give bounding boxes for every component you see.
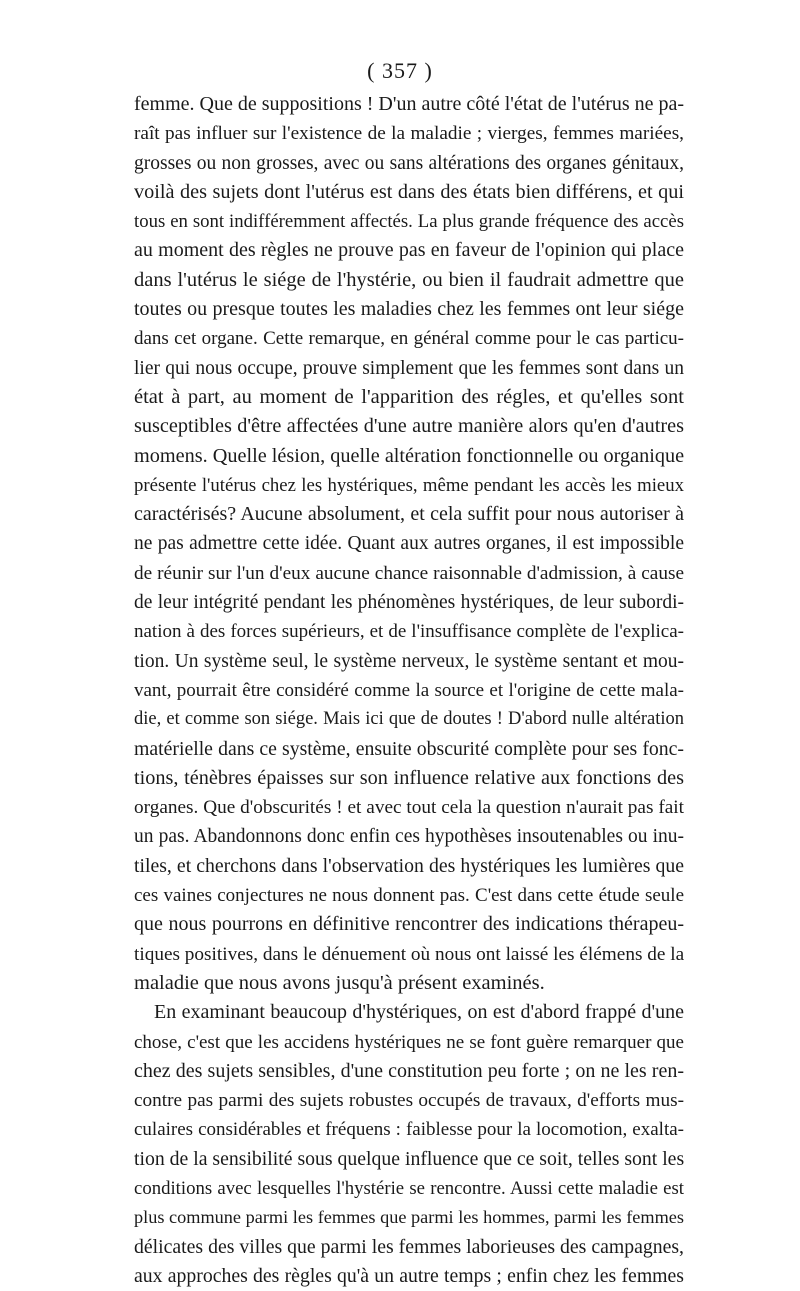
text-line: délicates des villes que parmi les femmes laborieuses des campagnes, <box>134 1235 684 1258</box>
text-line: chose, c'est que les accidens hystériques ne se font guère remarquer que <box>134 1031 684 1053</box>
text-line: raît pas influer sur l'existence de la maladie ; vierges, femmes mariées, <box>134 123 684 145</box>
text-line: conditions avec lesquelles l'hystérie se rencontre. Aussi cette maladie est <box>134 1177 684 1199</box>
text-line: tous en sont indifféremment affectés. La plus grande fréquence des accès <box>134 211 684 233</box>
text-line: die, et comme son siége. Mais ici que de doutes ! D'abord nulle altération <box>134 709 684 730</box>
text-line: un pas. Abandonnons donc enfin ces hypothèses insoutenables ou inu- <box>134 826 684 848</box>
text-line: momens. Quelle lésion, quelle altération fonctionnelle ou organique <box>134 444 685 467</box>
text-line: tiques positives, dans le dénuement où nous ont laissé les élémens de la <box>134 943 685 965</box>
body-text <box>134 90 684 1291</box>
text-line: toutes ou presque toutes les maladies chez les femmes ont leur siége <box>134 298 684 321</box>
text-line: tions, ténèbres épaisses sur son influence relative aux fonctions des <box>134 766 684 789</box>
paragraph-end-line: maladie que nous avons jusqu'à présent examinés. <box>134 971 545 994</box>
text-line: aux approches des règles qu'à un autre temps ; enfin chez les femmes <box>134 1264 684 1287</box>
text-line: dans l'utérus le siége de l'hystérie, ou bien il faudrait admettre que <box>134 268 684 291</box>
text-line: caractérisés? Aucune absolument, et cela suffit pour nous autoriser à <box>134 503 684 526</box>
text-line: nation à des forces supérieurs, et de l'insuffisance complète de l'explica- <box>134 621 684 643</box>
paragraph-start-line: En examinant beaucoup d'hystériques, on est d'abord frappé d'une <box>154 1001 684 1024</box>
text-line: tion. Un système seul, le système nerveux, le système sentant et mou- <box>134 650 684 672</box>
text-line: plus commune parmi les femmes que parmi les hommes, parmi les femmes <box>134 1207 684 1228</box>
text-line: lier qui nous occupe, prouve simplement que les femmes sont dans un <box>134 357 684 379</box>
page-number: ( 357 ) <box>367 58 433 83</box>
text-line: contre pas parmi des sujets robustes occupés de travaux, d'efforts mus- <box>134 1090 684 1112</box>
text-line: matérielle dans ce système, ensuite obscurité complète pour ses fonc- <box>134 737 684 760</box>
text-line: que nous pourrons en définitive rencontrer des indications thérapeu- <box>134 913 684 936</box>
text-line: présente l'utérus chez les hystériques, même pendant les accès les mieux <box>134 474 684 496</box>
text-line: vant, pourrait être considéré comme la source et l'origine de cette mala- <box>134 679 684 701</box>
text-line: chez des sujets sensibles, d'une constitution peu forte ; on ne les ren- <box>134 1059 684 1082</box>
text-line: culaires considérables et fréquens : faiblesse pour la locomotion, exalta- <box>134 1119 684 1141</box>
text-line: état à part, au moment de l'apparition des régles, et qu'elles sont <box>134 385 684 408</box>
text-line: ne pas admettre cette idée. Quant aux autres organes, il est impossible <box>134 533 684 555</box>
text-line: organes. Que d'obscurités ! et avec tout cela la question n'aurait pas fait <box>134 797 684 819</box>
text-line: tiles, et cherchons dans l'observation des hystériques les lumières que <box>134 854 684 877</box>
text-line: au moment des règles ne prouve pas en faveur de l'opinion qui place <box>134 239 684 262</box>
text-line: de leur intégrité pendant les phénomènes hystériques, de leur subordi- <box>134 592 684 614</box>
text-line: ces vaines conjectures ne nous donnent pas. C'est dans cette étude seule <box>134 885 684 907</box>
text-line: femme. Que de suppositions ! D'un autre côté l'état de l'utérus ne pa- <box>134 93 685 115</box>
text-line: dans cet organe. Cette remarque, en général comme pour le cas particu- <box>134 328 684 350</box>
text-line: voilà des sujets dont l'utérus est dans des états bien différens, et qui <box>134 180 684 203</box>
text-line: tion de la sensibilité sous quelque influence que ce soit, telles sont les <box>134 1147 685 1170</box>
text-line: susceptibles d'être affectées d'une autre manière alors qu'en d'autres <box>134 415 684 438</box>
text-line: grosses ou non grosses, avec ou sans altérations des organes génitaux, <box>134 152 684 174</box>
text-line: de réunir sur l'un d'eux aucune chance raisonnable d'admission, à cause <box>134 562 684 584</box>
